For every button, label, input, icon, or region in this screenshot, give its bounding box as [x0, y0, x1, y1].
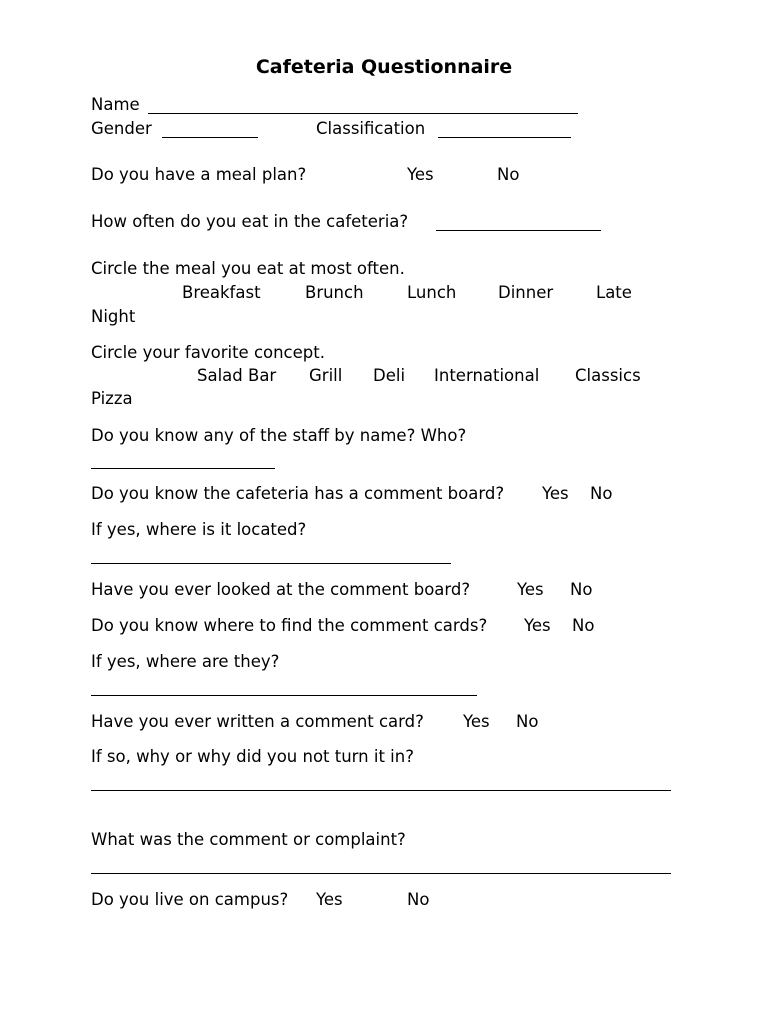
classification-label: Classification — [316, 119, 426, 138]
meal-plan-yes[interactable]: Yes — [407, 165, 434, 184]
meal-option-breakfast[interactable]: Breakfast — [182, 283, 261, 302]
frequency-question: How often do you eat in the cafeteria? — [91, 212, 409, 231]
cards-location-question: If yes, where are they? — [91, 652, 280, 671]
comment-cards-no[interactable]: No — [572, 616, 595, 635]
classification-blank[interactable] — [438, 137, 571, 138]
complaint-blank[interactable] — [91, 873, 671, 874]
meal-option-late[interactable]: Late — [596, 283, 632, 302]
board-location-question: If yes, where is it located? — [91, 520, 307, 539]
meal-plan-question: Do you have a meal plan? — [91, 165, 307, 184]
meal-option-brunch[interactable]: Brunch — [305, 283, 364, 302]
frequency-blank[interactable] — [436, 230, 601, 231]
board-location-blank[interactable] — [91, 563, 451, 564]
cards-location-blank[interactable] — [91, 695, 477, 696]
concept-option-salad-bar[interactable]: Salad Bar — [197, 366, 277, 385]
turn-in-question: If so, why or why did you not turn it in? — [91, 747, 414, 766]
staff-question: Do you know any of the staff by name? Who? — [91, 426, 467, 445]
meal-option-lunch[interactable]: Lunch — [407, 283, 457, 302]
comment-cards-question: Do you know where to find the comment cards? — [91, 616, 488, 635]
campus-question: Do you live on campus? — [91, 890, 289, 909]
gender-label: Gender — [91, 119, 152, 138]
written-card-question: Have you ever written a comment card? — [91, 712, 424, 731]
concept-option-grill[interactable]: Grill — [309, 366, 343, 385]
concept-option-pizza[interactable]: Pizza — [91, 389, 133, 408]
concept-option-deli[interactable]: Deli — [373, 366, 406, 385]
looked-board-no[interactable]: No — [570, 580, 593, 599]
written-card-no[interactable]: No — [516, 712, 539, 731]
campus-yes[interactable]: Yes — [316, 890, 343, 909]
comment-board-yes[interactable]: Yes — [542, 484, 569, 503]
turn-in-blank[interactable] — [91, 790, 671, 791]
staff-blank[interactable] — [91, 468, 275, 469]
looked-board-question: Have you ever looked at the comment board? — [91, 580, 471, 599]
meal-option-dinner[interactable]: Dinner — [498, 283, 554, 302]
page-title: Cafeteria Questionnaire — [255, 56, 513, 78]
campus-no[interactable]: No — [407, 890, 430, 909]
name-blank[interactable] — [148, 113, 578, 114]
meal-option-night[interactable]: Night — [91, 307, 136, 326]
comment-board-no[interactable]: No — [590, 484, 613, 503]
gender-blank[interactable] — [162, 137, 258, 138]
concept-option-classics[interactable]: Classics — [575, 366, 641, 385]
name-label: Name — [91, 95, 140, 114]
comment-cards-yes[interactable]: Yes — [524, 616, 551, 635]
concept-option-international[interactable]: International — [434, 366, 540, 385]
meal-prompt: Circle the meal you eat at most often. — [91, 259, 405, 278]
looked-board-yes[interactable]: Yes — [517, 580, 544, 599]
meal-plan-no[interactable]: No — [497, 165, 520, 184]
comment-board-question: Do you know the cafeteria has a comment board? — [91, 484, 505, 503]
concept-prompt: Circle your favorite concept. — [91, 343, 325, 362]
complaint-question: What was the comment or complaint? — [91, 830, 406, 849]
written-card-yes[interactable]: Yes — [463, 712, 490, 731]
